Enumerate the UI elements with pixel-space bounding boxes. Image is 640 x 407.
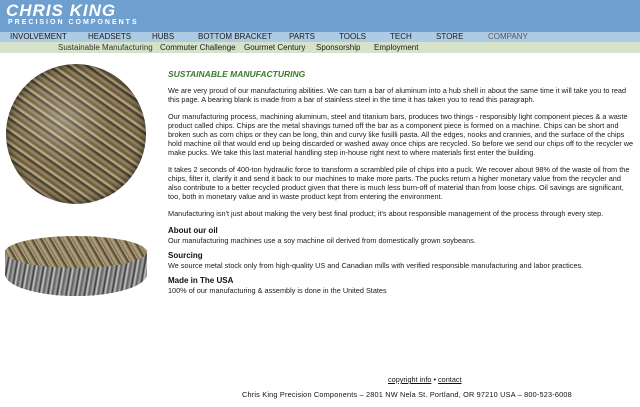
section-oil [168,226,634,245]
paragraph-responsibility: Manufacturing isn't just about making the very best final product; it's about responsible management of the process through every step. [168,209,604,218]
section-sourcing-heading: Sourcing [168,251,203,260]
puck-top-face [5,236,147,268]
paragraph-intro: We are very proud of our manufacturing abilities. We can turn a bar of aluminum into a hub shell in about the same time it will take you to read this page. A bearing blank is made from a bar of stainless steel in the time it has taken you to read this paragraph. [168,86,627,104]
section-usa-heading: Made in The USA [168,276,234,285]
section-oil-heading: About our oil [168,226,218,235]
paragraph-hydraulic: It takes 2 seconds of 400-ton hydraulic force to transform a scrambled pile of chips into a puck. We recover about 98% of the waste oil from the chips, filter it, clarify it and send it back to our machines to make more parts. The pucks return a higher monetary value from the recycler and also contribute to a better recycled product given that there is much less burn-off of material than from loose chips. Oil savings are significant, too, both in monetary value and in waste product kept from entering the environment. [168,165,630,201]
nav-tech[interactable]: TECH [390,32,412,41]
subnav-sponsorship[interactable]: Sponsorship [316,43,361,52]
brand-subtitle: PRECISION COMPONENTS [8,19,139,26]
copyright-link[interactable]: copyright info [388,375,432,384]
brand-logo[interactable]: CHRIS KING [6,1,117,20]
footer-separator: • [433,375,436,384]
paragraph-process: Our manufacturing process, machining aluminum, steel and titanium bars, produces two things - responsibly light component pieces & a waste product called chips. Chips are the metal shavings turned off the bar as a component piece is formed on a machine. Chips can be short and broken such as corn chips or they can be long, thin and curvy like fusilli pasta. All the edges, nooks and crannies, and the surface of the chips hold machine oil that would end up being discarded or washed away once chips are recycled. So before we send our chips off to the recycler we make pucks. We take this last material handling step in-house right next to where materials first enter the building. [168,112,634,157]
subnav-employment[interactable]: Employment [374,43,419,52]
subnav-commuter-challenge[interactable]: Commuter Challenge [160,43,236,52]
section-usa [168,276,634,295]
nav-tools[interactable]: TOOLS [339,32,366,41]
page-title: SUSTAINABLE MANUFACTURING [168,69,306,79]
chip-puck-top-image [6,64,146,204]
nav-bottom-bracket[interactable]: BOTTOM BRACKET [198,32,273,41]
section-sourcing-text: We source metal stock only from high-quality US and Canadian mills with verified responsible manufacturing and labor practices. [168,261,584,270]
footer-links [388,375,462,384]
main-content [168,70,634,301]
nav-company[interactable]: COMPANY [488,32,528,41]
subnav-sustainable-manufacturing[interactable]: Sustainable Manufacturing [58,43,153,52]
subnav-gourmet-century[interactable]: Gourmet Century [244,43,306,52]
nav-parts[interactable]: PARTS [289,32,315,41]
contact-link[interactable]: contact [438,375,462,384]
nav-involvement[interactable]: INVOLVEMENT [10,32,67,41]
nav-headsets[interactable]: HEADSETS [88,32,132,41]
footer-address: Chris King Precision Components – 2801 NW Nela St. Portland, OR 97210 USA – 800-523-6008 [242,390,572,399]
section-usa-text: 100% of our manufacturing & assembly is done in the United States [168,286,387,295]
chip-puck-side-image [5,236,147,308]
site-header [0,0,640,32]
main-nav [0,32,640,42]
nav-hubs[interactable]: HUBS [152,32,175,41]
sub-nav [0,42,640,53]
section-sourcing [168,251,634,270]
nav-store[interactable]: STORE [436,32,464,41]
section-oil-text: Our manufacturing machines use a soy machine oil derived from domestically grown soybeans. [168,236,476,245]
